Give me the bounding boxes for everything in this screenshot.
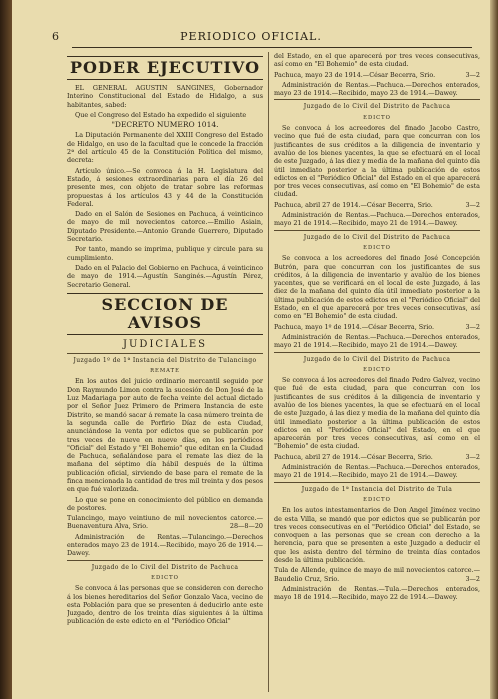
decree-order: Por tanto, mando se imprima, publique y circule para su cumplimiento. xyxy=(67,245,263,262)
remate-admin: Administración de Rentas.—Tulancingo.—Derechos enterados mayo 23 de 1914.—Recibido, mayo 26 de 1914.—Dawey. xyxy=(67,532,263,558)
edicto-date-3: Pachuca, abril 27 de 1914.—César Becerra, Srio. xyxy=(274,452,433,461)
edicto-heading-3: EDICTO xyxy=(363,366,391,373)
newspaper-page xyxy=(12,0,490,699)
edicto-body: Se convoca á las personas que se consideren con derecho á los bienes hereditarios del Señor Gonzalo Vaca, vecino de esta Población para que se presenten á deducirlo ante este Juzgado, dentro de los treinta días siguientes á la última publicación de este edicto en el "Periódico Oficial" xyxy=(67,584,263,626)
column-divider xyxy=(268,52,269,692)
edicto-number-3: 3—2 xyxy=(465,452,480,461)
newspaper-title: PERIODICO OFICIAL. xyxy=(180,30,322,43)
remate-signature xyxy=(67,514,263,531)
decree-palace: Dado en el Palacio del Gobierno en Pachuca, á veinticinco de mayo de 1914.—Agustín Sanginés.—Agustín Pérez, Secretario General. xyxy=(67,263,263,289)
header-rule xyxy=(72,47,472,48)
edicto-number-1: 3—2 xyxy=(465,200,480,209)
edicto-signature-3 xyxy=(274,453,480,461)
court-heading-4: Juzgado de 1ª Instancia del Distrito de Tula xyxy=(274,482,480,494)
decree-body: La Diputación Permanente del XXIII Congreso del Estado de Hidalgo, en uso de la facultad que le concede la fracción 2ª del artículo 45 de la Constitución Política del mismo, decreta: xyxy=(67,131,263,165)
edicto-admin-1: Administración de Rentas.—Pachuca.—Derechos enterados, mayo 21 de 1914.—Recibido, mayo 21 de 1914.—Dawey. xyxy=(274,211,480,228)
remate-heading: REMATE xyxy=(150,368,180,375)
edicto-admin-3: Administración de Rentas.—Pachuca.—Derechos enterados, mayo 21 de 1914.—Recibido, mayo 21 de 1914.—Dawey. xyxy=(274,463,480,480)
remate-date: Tulancingo, mayo veintiuno de mil novecientos catorce.—Buenaventura Alva, Srio. xyxy=(67,514,263,531)
decree-given: Dado en el Salón de Sesiones en Pachuca, á veinticinco de mayo de mil novecientos catorce.—Emilio Asiain, Diputado Presidente.—Antonio Grande Guerrero, Diputado Secretario. xyxy=(67,210,263,244)
edicto-heading: EDICTO xyxy=(151,574,179,581)
court-heading-pachuca: Juzgado de lo Civil del Distrito de Pachuca xyxy=(67,560,263,572)
edicto-number-2: 3—2 xyxy=(465,322,480,331)
continued-text: del Estado, en el que aparecerá por tres veces consecutivas, así como en "El Bohemio" de esta ciudad. xyxy=(274,52,480,69)
remate-body: En los autos del juicio ordinario mercantil seguido por Don Raymundo Limon contra la sucesión de Don José de la Luz Madariaga por auto de fecha veinte del actual dictado por el Señor Juez Primero de Primera Instancia de este Distrito, se mandó sacar á remate la casa número treinta de la segunda calle de Porfirio Díaz de esta Ciudad, anunciándose la venta por edictos que se publicarán por tres veces de nueve en nueve días, en los periódicos "Oficial" del Estado y "El Bohemio" que editan en la Ciudad de Pachuca, señalándose para el remate las diez de la mañana del séptimo día hábil después de la última publicación oficial, sirviendo de base para el remate de la finca mencionada la cantidad de tres mil treinta y dos pesos en que fué valorizada. xyxy=(67,377,263,494)
continued-date: Pachuca, mayo 23 de 1914.—César Becerra, Srio. xyxy=(274,70,436,79)
edicto-signature-4 xyxy=(274,566,480,583)
section-heading-avisos: SECCION DE AVISOS xyxy=(67,293,263,335)
decree-article: Artículo único.—Se convoca á la H. Legislatura del Estado, á sesiones extraordinarias para el día 26 del presente mes, con objeto de tratar sobre las reformas propuestas á los artículos 43 y 44 de la Constitución Federal. xyxy=(67,166,263,208)
continued-number: 3—2 xyxy=(465,70,480,79)
continued-admin: Administración de Rentas.—Pachuca.—Derechos enterados, mayo 23 de 1914.—Recibido, mayo 23 de 1914.—Dawey. xyxy=(274,80,480,98)
right-column xyxy=(274,52,480,692)
edicto-admin-4: Administración de Rentas.—Tula.—Derechos enterados, mayo 18 de 1914.—Recibido, mayo 22 de 1914.—Dawey. xyxy=(274,584,480,602)
edicto-signature-2 xyxy=(274,323,480,331)
page-number: 6 xyxy=(52,30,60,43)
congress-line: Que el Congreso del Estado ha expedido el siguiente xyxy=(75,110,247,119)
section-heading-ejecutivo: PODER EJECUTIVO xyxy=(67,56,263,80)
edicto-heading-2: EDICTO xyxy=(363,244,391,251)
court-heading-tulancingo: Juzgado 1º de 1ª Instancia del Distrito de Tulancingo xyxy=(67,353,263,365)
edicto-body-1: Se convoca á los acreedores del finado Jacobo Castro, vecino que fué de esta ciudad, para que concurran con los justificantes de sus créditos a la diligencia de inventario y avalúo de los bienes yacentes, la que se efectuará en el local de este Juzgado, á las diez y media de la mañana del quinto día útil inmediato posterior a la última publicación de estos edictos en el "Periódico Oficial" del Estado en el que aparecerá por tres veces consecutivas, así como en "El Bohemio" de esta ciudad. xyxy=(274,124,480,199)
edicto-body-3: Se convoca á los acreedores del finado Pedro Galvez, vecino que fué de esta ciudad, para que concurran con los justificantes de sus créditos á la diligencia de inventario y avalúo de los bienes yacentes, la que se efectuará en el local de este Juzgado, á las diez y media de la mañana del quinto día útil inmediato posterior a la última publicación de estos edictos en el "Periódico Oficial" del Estado, en el que aparecerán por tres veces consecutivas, así como en el "Bohemio" de esta ciudad. xyxy=(274,376,480,451)
edicto-date-4: Tula de Allende, quince de mayo de mil novecientos catorce.—Baudelio Cruz, Srio. xyxy=(274,566,480,583)
court-heading-3: Juzgado de lo Civil del Distrito de Pachuca xyxy=(274,352,480,364)
edicto-number-4: 3—2 xyxy=(465,574,480,583)
edicto-heading-1: EDICTO xyxy=(363,114,391,121)
continued-signature xyxy=(274,71,480,79)
court-heading-2: Juzgado de lo Civil del Distrito de Pachuca xyxy=(274,230,480,242)
edicto-date-1: Pachuca, abril 27 de 1914.—César Becerra, Srio. xyxy=(274,200,433,209)
edicto-heading-4: EDICTO xyxy=(363,496,391,503)
page-edge xyxy=(490,0,498,699)
left-column xyxy=(67,52,263,692)
governor-intro: EL GENERAL AGUSTIN SANGINES, Gobernador Interino Constitucional del Estado de Hidalgo, a sus habitantes, sabed: xyxy=(67,84,263,109)
edicto-body-2: Se convoca a los acreedores del finado José Concepción Butrón, para que concurran con los justificantes de sus créditos, á la diligencia de inventario y avalúo de los bienes yacentes, que se verificará en el local de este Juzgado, á las diez de la mañana del quinto día útil inmediato posterior a la última publicación de estos edictos en el "Periódico Oficial" del Estado, en el que aparecerá por tres veces consecutivas, así como en "El Bohemio" de esta ciudad. xyxy=(274,254,480,321)
decree-title: "DECRETO NUMERO 1014. xyxy=(111,120,219,130)
judiciales-heading: JUDICIALES xyxy=(122,338,208,350)
remate-notice: Lo que se pone en conocimiento del público en demanda de postores. xyxy=(67,495,263,512)
court-heading-1: Juzgado de lo Civil del Distrito de Pachuca xyxy=(274,99,480,111)
edicto-body-4: En los autos intestamentarios de Don Angel Jiménez vecino de esta Villa, se mandó que por edictos que se publicarán por tres veces consecutivas en el "Periódico Oficial" del Estado, se convoquen a las personas que se crean con derecho a la herencia, para que se presenten a este Juzgado a deducir el que les asista dentro del término de treinta días contados desde la última publicación. xyxy=(274,506,480,565)
edicto-admin-2: Administración de Rentas.—Pachuca.—Derechos enterados, mayo 21 de 1914.—Recibido, mayo 21 de 1914.—Dawey. xyxy=(274,332,480,350)
edicto-signature-1 xyxy=(274,201,480,209)
remate-number: 28—8—20 xyxy=(229,522,263,531)
edicto-date-2: Pachuca, mayo 1º de 1914.—César Becerra, Srio. xyxy=(274,322,435,331)
book-binding xyxy=(0,0,12,699)
